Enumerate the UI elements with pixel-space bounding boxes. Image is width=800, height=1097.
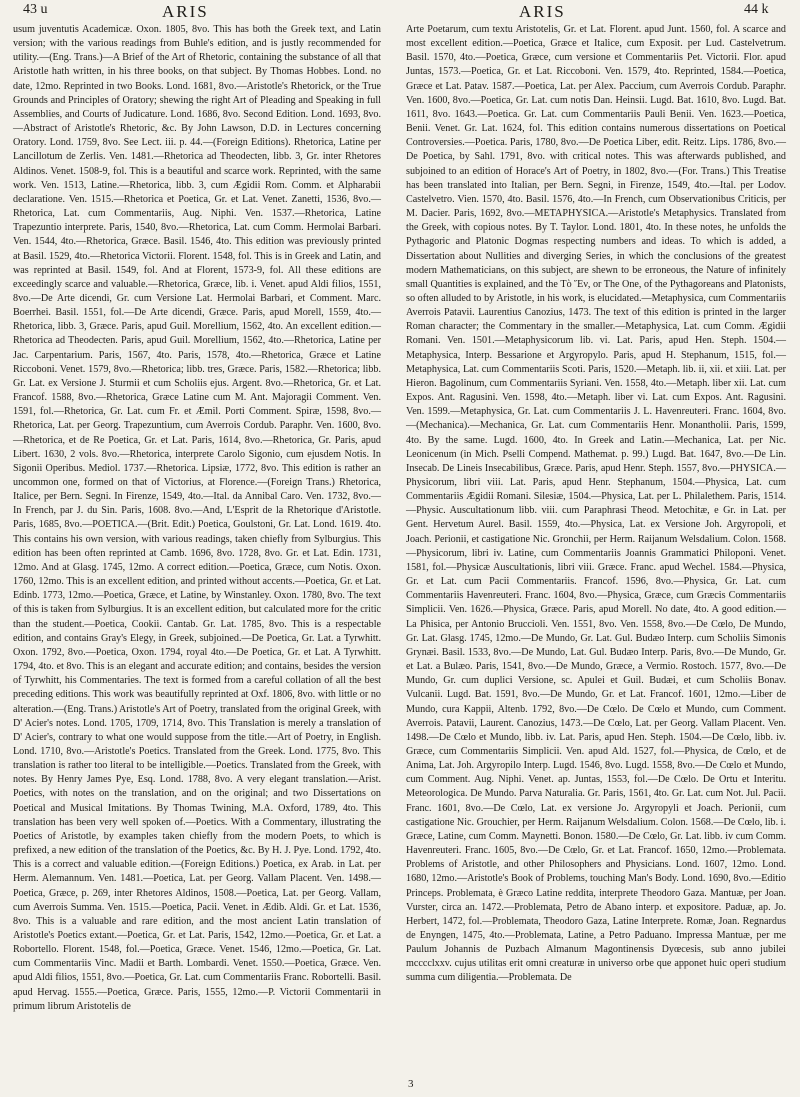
running-title-right: ARIS (519, 2, 566, 21)
running-header (0, 0, 800, 24)
running-title-left: ARIS (162, 2, 209, 21)
signature-mark: 3 (408, 1078, 414, 1090)
right-column-text: Arte Poetarum, cum textu Aristotelis, Gr. et Lat. Florent. apud Junt. 1560, fol. A scarce and most excellent edition.—Poetica, Græce et Italice, cum Exposit. per Lud. Castelvetrum. Basil. 1570, 4to.—Poetica, Græce, cum versione et Commentariis Pet. Victorii. Flor. apud Juntas, 1573.—Poetica, Gr. et Lat. Riccoboni. Ven. 1579, 4to. Reprinted, 1584.—Poetica, Græce et Lat. Patav. 1587.—Poetica, Lat. per Alex. Paccium, cum Averrois Cordub. Paraphr. Ven. 1600, 8vo.—Poetica, Gr. Lat. cum notis Dan. Heinsii. Lugd. Bat. 1610, 8vo. Lugd. Bat. 1611, 8vo. 1643.—Poetica. Gr. Lat. cum Commentariis Pauli Benii. Ven. 1623.—Poetica, Benii. Venet. Gr. Lat. 1624, fol. This edition contains numerous dissertations on Poetical Controversies.—Poetica. Paris, 1780, 8vo.—De Poetica Liber, edit. Reitz. Lips. 1786, 8vo.—De Poetica, by Sahl. 1791, 8vo. with critical notes. This was afterwards published, and subjoined to an edition of Horace's Art of Poetry, in 1802, 8vo.—(For. Trans.) This Treatise has been translated into Italian, per Bern. Segni, in Firenze, 1549, 4to.—Ital. per Lodov. Castelvetro. Vien. 1570, 4to. Basil. 1576, 4to.—In French, cum Observationibus Criticis, per M. Dacier. Paris, 1692, 8vo.—METAPHYSICA.—Aristotle's Metaphysics. Translated from the Greek, with copious notes. By T. Taylor. Lond. 1801, 4to. In these notes, he unfolds the Pythagoric and Platonic Dogmas respecting numbers and ideas. To which is added, a Dissertation about Nullities and diverging Series, in which the conclusions of the greatest modern Mathematicians, on this subject, are shewn to be erroneous, the Nature of infinitely small Quantities is explained, and the Τὸ Ἕν, or The One, of the Pythagoreans and Platonists, so often alluded to by Aristotle, in his work, is elucidated.—Metaphysica, cum Commentariis Averrois Patavii. Laurentius Canozius, 1473. The text of this edition is printed in the larger Roman character; the Commentary in the smaller.—Metaphysica, Lat. cum Comm. Ægidii Romani. Ven. 1501.—Metaphysicorum lib. vi. Lat. Paris, apud Hen. Steph. 1504.—Metaphysica, Interp. Bessarione et Argyropylo. Paris, apud H. Stephanum, 1515, fol.—Metaphysica, Lat. cum Commentariis Scoti. Paris, 1520.—Metaph. lib. ii, xii. et xiii. Lat. per Hieron. Bagolinum, cum Commentariis Syriani. Ven. 1558, 4to.—Metaph. liber xii. Lat. cum Expos. Ant. Ragusini. Ven. 1598, 4to.—Metaph. liber vi. Lat. cum Expos. Ant. Ragusini. Ven. 1599.—Metaphysica, Gr. Lat. cum Commentariis J. L. Havenreuteri. Franc. 1604, 8vo.—(Mechanica).—Mechanica, Gr. Lat. cum Commentariis Henr. Monantholii. Paris, 1599, 4to. By the same. Lugd. 1600, 4to. In Greek and Latin.—Mechanica, Lat. per Nic. Leonicenum (in Mich. Pselli Compend. Mathemat. p. 99.) Lugd. Bat. 1647, 8vo.—De Lin. Insecab. De Lineis Insecabilibus, Græce. Paris, apud Henr. Steph. 1557, 8vo.—PHYSICA.—Physicorum, libri viii. Lat. Paris, apud Henr. Stephanum, 1504.—Physica, Lat. cum Commentariis Ægidii Romani. Silesiæ, 1504.—Physica, Lat. per L. Philalethem. Paris, 1514.—Physic. Auscultationum libb. viii. cum Paraphrasi Theod. Metochitæ, e Gr. in Lat. per Gent. Hervetum Aurel. Basil. 1559, 4to.—Physica, Lat. ex Versione Joh. Argyropoli, et Joach. Perionii, et castigatione Nic. Gronchii, per Herm. Raijanum Welsdalium. Colon. 1568.—Physicorum, libri iv. Latine, cum Commentariis Joannis Grammatici Philoponi. Venet. 1581, fol.—Physicæ Auscultationis, libri viii. Græce. Franc. apud Wechel. 1584.—Physica, Gr. et Lat. cum Pacii Commentariis. Francof. 1596, 8vo.—Physica, Gr. Lat. cum Commentariis Havenreuteri. Franc. 1604, 8vo.—Physica, Græce, cum Græcis Commentariis Simplicii. Ven. 1626.—Physica, Græce. Paris, apud Morell. No date, 4to. A good edition.—La Phisica, per Antonio Bruccioli. Ven. 1551, 8vo. Ven. 1558, 8vo.—De Cœlo, De Mundo, Gr. Lat. Glasg. 1745, 12mo.—De Mundo, Gr. Lat. Gul. Budæo Interp. cum Scholiis Simonis Grynæi. Basil. 1533, 8vo.—De Mundo, Lat. Gul. Budæo Interp. Paris, 8vo.—De Mundo, Gr. et Lat. a Bulæo. Paris, 1541, 8vo.—De Mundo, Græce, a Vermio. Rostoch. 1577, 8vo.—De Mundo, Gr. cum duplici Versione, sc. Apulei et Guil. Budæi, et cum Scholiis Bonav. Vulcanii. Lugd. Bat. 1591, 8vo.—De Mundo, Gr. et Lat. Francof. 1601, 12mo.—Liber de Mundo, cura Kappii, Altenb. 1792, 8vo.—De Cœlo. De Cœlo et Mundo, cum Comment. Averrois. Patavii, Laurent. Canozius, 1473.—De Cœlo, Lat. per Georg. Vallam Placent. Ven. 1498.—De Cœlo et Mundo, libb. iv. Lat. Paris, apud Hen. Steph. 1504.—De Cœlo, libb. iv. Græce, cum Commentariis Simplicii. Ven. apud Ald. 1527, fol.—Physica, de Cœlo, et de Anima, Lat. Joh. Argyropilo Interp. Lugd. 1546, 8vo. Lugd. 1558, 8vo.—De Cœlo et Mundo, cum Comment. Aug. Niphi. Venet. ap. Juntas, 1553, fol.—De Cœlo. De Ortu et Interitu. Meteorologica. De Mundo. Parva Naturalia. Gr. Paris, 1561, 4to. Gr. Lat. cum Not. Jul. Pacii. Franc. 1601, 8vo.—De Cœlo, Lat. ex versione Jo. Argyropyli et Joach. Perionii, cum castigatione Nic. Grouchier, per Herm. Raijanum Welsdalium. Colon. 1568.—De Cœlo, lib. i. Græce, Latine, cum Comm. Maynetti. Bonon. 1580.—De Cœlo, Gr. Lat. libb. iv cum Comm. Havenreuteri. Franc. 1605, 8vo.—De Cœlo, Gr. et Lat. Francof. 1650, 12mo.—Problemata. Problems of Aristotle, and other Philosophers and Physicians. Lond. 1607, 12mo. Lond. 1680, 12mo.—Aristotle's Book of Problems, touching Man's Body. Lond. 1690, 8vo.—Editio Princeps. Problemata, è Græco Latine reddita, interprete Theodoro Gaza. Mantuæ, per Joan. Vurster, circa an. 1472.—Problemata, Petro de Abano interp. et expositore. Paduæ, ap. Jo. Herbert, 1472, fol.—Problemata, Theodoro Gaza, Latine Interprete. Romæ, Joan. Regnardus de Enyngen, 1475, 4to.—Problemata, Latine, a Petro Paduano. Impressa Mantuæ, per me Paulum Johannis de Puzbach Almanum Magontinensis Dyœcesis, sub anno jubilei mcccclxxv. cujus utilitas erit omni creaturæ in universo orbe que apponet huic operi studium summa cum diligentia.—Problemata. De (406, 24, 786, 984)
page-number-left: 43 u (23, 2, 48, 17)
left-column-text: usum juventutis Academicæ. Oxon. 1805, 8vo. This has both the Greek text, and Latin version; with the various readings from Buhle's edition, and is justly recommended for utility.—(Eng. Trans.)—A Brief of the Art of Rhetoric, containing the substance of all that Aristotle hath written, in his three books, on that subject. By Thomas Hobbes. Lond. no date, 12mo. Reprinted in two Books. Lond. 1681, 8vo.—Aristotle's Rhetorick, or the True Grounds and Principles of Oratory; shewing the right Art of Pleading and Speaking in full Assemblies, and Courts of Judicature. Lond. 1686, 8vo. Second Edition. Lond. 1693, 8vo.—Abstract of Aristotle's Rhetoric, &c. By John Lawson, D.D. in Lectures concerning Oratory. Lond. 1759, 8vo. See Lect. iii. p. 44.—(Foreign Editions). Rhetorica, Latine per Lancillotum de Zerlis. Ven. 1481.—Rhetorica ad Theodecten, libb. 3, Gr. inter Rhetores Aldinos. Venet. 1508-9, fol. This is a beautiful and scarce work. Reprinted, with the same work. Ven. 1513, Latine.—Rhetorica, libb. 3, cum Ægidii Rom. Comm. et Alpharabii declaratione. Ven. 1515.—Rhetorica et Poetica, Gr. et Lat. Venet. Zanetti, 1536, 8vo.—Rhetorica, Lat. cum Commentariis, Aug. Niphi. Ven. 1537.—Rhetorica, Latine Trapezuntio interprete. Paris, 1540, 8vo.—Rhetorica, Lat. cum Comm. Hermolai Barbari. Ven. 1544, 4to.—Rhetorica, Græce. Basil. 1546, 4to. This edition was previously printed at Basil. 1529, 4to.—Rhetorica Victorii. Florent. 1548, fol. This is in Greek and Latin, and was reprinted at Basil. 1549, fol. And at Florent, 1573-9, fol. All these editions are exceedingly scarce and valuable.—Rhetorica, Græce, lib. i. Venet. apud Aldi filios, 1551, 8vo.—De Arte dicendi, Gr. cum Versione Lat. Hermolai Barbari, et Comment. Marc. Boerrhei. Basil. 1551, fol.—De Arte dicendi, Græce. Paris, apud Morell, 1559, 4to.—Rhetorica, libb. 3, Græce. Paris, apud Guil. Morellium, 1562, 4to. An excellent edition.—Rhetorica ad Theodecten. Paris, apud Guil. Morellium, 1562, 4to.—Rhetorica, Latine per Jac. Carpentarium. Paris, 1567, 4to. Paris, 1578, 4to.—Rhetorica, Græce et Latine Riccoboni. Venet. 1579, 8vo.—Rhetorica; libb. tres, Græce. Paris, 1582.—Rhetorica; libb. Gr. Lat. ex Versione J. Sturmii et cum Scholiis ejus. Argent. 8vo.—Rhetorica, Gr. et Lat. Francof. 1588, 8vo.—Rhetorica, Græce Latine cum M. Ant. Majoragii Comment. Ven. 1591, fol.—Rhetorica, Gr. Lat. cum Fr. et Æmil. Porti Comment. Spiræ, 1598, 8vo.—Rhetorica, Lat. per Georg. Trapezuntium, cum Averrois Cordub. Paraphr. Ven. 1600, 8vo.—Rhetorica, et de Re Poetica, Gr. et Lat. Paris, 1614, 8vo.—Rhetorica, Gr. Paris, apud Libert. 1630, 2 vols. 8vo.—Rhetorica, interprete Carolo Sigonio, cum ejusdem Notis. In Sigonii Operibus. Mediol. 1737.—Rhetorica. Lipsiæ, 1772, 8vo. This edition is rather an uncommon one, formed on that of Victorius, at Florence.—(Foreign Trans.) Rhetorica, Italice, per Bern. Segni. In Firenze, 1549, 4to.—Ital. da Annibal Caro. Ven. 1732, 8vo.—In French, par J. du Sin. Paris, 1608. 8vo.—And, L'Esprit de la Rhetorique d'Aristotle. Paris, 1685, 8vo.—POETICA.—(Brit. Edit.) Poetica, Goulstoni, Gr. Lat. Lond. 1619. 4to. This contains his own version, with various readings, taken chiefly from Sylburgius. This edition has been often reprinted at Camb. 1696, 8vo. 1728, 8vo. Gr. et Lat. Edin. 1731, 12mo. And at Glasg. 1745, 12mo. A correct edition.—Poetica, Græce, cum Notis. Oxon. 1760, 12mo. This is an excellent edition, and printed without accents.—Poetica, Gr. et Lat. Edinb. 1773, 12mo.—Poetica, Græce, et Latine, by Winstanley. Oxon. 1780, 8vo. The text of this is taken from Sylburgius. It is an excellent edition, but calculated more for the critic than the student.—Poetica, Cookii. Cantab. Gr. Lat. 1785, 8vo. This is a respectable edition, and contains Gray's Elegy, in Greek, subjoined.—De Poetica, Gr. Lat. a Tyrwhitt. Oxon. 1792, 8vo.—Poetica, Oxon. 1794, royal 4to.—De Poetica, Gr. et Lat. A Tyrwhitt. 1794, 4to. et 8vo. This is an elegant and accurate edition; and contains, besides the version of Tyrwhitt, his Commentaries. The text is formed from a careful collation of all the best preceding editions. This work was beautifully reprinted at Oxf. 1806, 8vo. with little or no alteration.—(Eng. Trans.) Aristotle's Art of Poetry, translated from the original Greek, with D' Acier's notes. Lond. 1705, 1709, 1714, 8vo. This Translation is merely a translation of D' Acier's, contrary to what one would suppose from the title.—Art of Poetry, in English. Lond. 1710, 8vo.—Aristotle's Poetics. Translated from the Greek. Lond. 1775, 8vo. This translation is rather too literal to be intelligible.—Poetics. Translated from the Greek, with notes. By Henry James Pye, Esq. Lond. 1788, 8vo. A very elegant translation.—Arist. Poetics, with notes on the translation, and on the original; and two Dissertations on Poetical and Musical Imitations. By Thomas Twining, M.A. Oxford, 1789, 4to. This translation has been very well spoken of.—Poetics. With a Commentary, illustrating the Poetics of Aristotle, by examples taken chiefly from the modern Poets, to which is prefixed, a new edition of the translation of the Poetics, &c. By H. J. Pye. Lond. 1792, 4to. This is a correct and valuable edition.—(Foreign Editions.) Poetica, ex Arab. in Lat. per Herm. Alemannum. Ven. 1481.—Poetica, Lat. per Georg. Vallam Placent. Ven. 1498.—Poetica, Græce, p. 269, inter Rhetores Aldinos, 1508.—Poetica, Lat. per Georg. Vallam, cum Averrois Summa. Ven. 1515.—Poetica, Pacii. Venet. in Ædib. Aldi. Gr. et Lat. 1536, 8vo. This is a valuable and rare edition, and the most ancient Latin translation of Aristotle's Poetics extant.—Poetica, Gr. et Lat. Paris, 1542, 12mo.—Poetica, Gr. et Lat. a Robortello. Florent. 1548, fol.—Poetica, Græce. Venet. 1546, 12mo.—Poetica, Gr. Lat. cum Commentariis Vinc. Madii et Barth. Lombardi. Venet. 1550.—Poetica, Græce. Ven. apud Aldi filios, 1551, 8vo.—Poetica, Gr. Lat. cum Commentariis Franc. Robortelli. Basil. apud Hervag. 1555.—Poetica, Græce. Paris, 1555, 12mo.—P. Victorii Commentarii in primum librum Aristotelis de (13, 24, 381, 1012)
right-column (406, 23, 786, 986)
page-number-right: 44 k (744, 2, 769, 17)
left-column (13, 23, 381, 1014)
